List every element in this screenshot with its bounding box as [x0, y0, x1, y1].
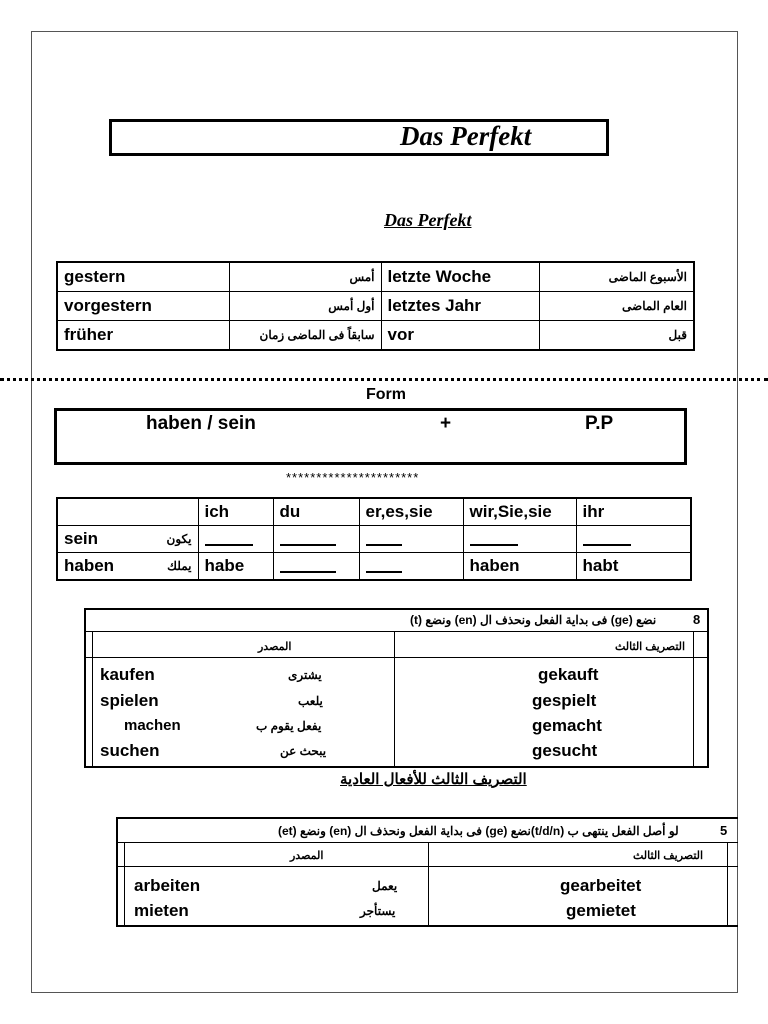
participle: gearbeitet: [560, 876, 642, 895]
verb: arbeiten: [134, 876, 201, 895]
table-row: [57, 292, 694, 321]
verb: mieten: [134, 901, 189, 920]
table-row: [57, 553, 691, 581]
vocab-de: früher: [57, 321, 229, 351]
section-8-mid-rule: [394, 631, 395, 768]
title-box: [109, 119, 609, 156]
vocab-ar: سابقاً فى الماضى زمان: [229, 321, 381, 351]
vocab-de: gestern: [57, 262, 229, 292]
blank-cell: [273, 526, 359, 553]
section-8-head-rule: [84, 631, 709, 632]
section-8-col-rule: [84, 657, 709, 658]
vocab-de: letztes Jahr: [381, 292, 539, 321]
section-5-right-rule: [727, 842, 728, 927]
blank-cell: [359, 526, 463, 553]
header-cell: wir,Sie,sie: [463, 498, 576, 526]
section-8-left-rule: [92, 631, 93, 768]
blank-line: [366, 571, 402, 573]
vocab-ar: قبل: [539, 321, 694, 351]
col-inf-header: المصدر: [290, 850, 324, 862]
verb-meaning: يلعب: [298, 694, 323, 708]
blank-cell: [359, 553, 463, 581]
table-row: [57, 321, 694, 351]
blank-line: [205, 544, 253, 546]
header-cell: ich: [198, 498, 273, 526]
vocab-ar: الأسبوع الماضى: [539, 262, 694, 292]
verb-meaning: يبحث عن: [280, 744, 327, 758]
verb: kaufen: [100, 665, 155, 684]
blank-line: [280, 571, 336, 573]
header-cell: [57, 498, 198, 526]
form-label: Form: [366, 386, 406, 403]
verb-meaning: يملك: [167, 559, 192, 573]
participle: gemietet: [566, 901, 636, 920]
section-5-col-rule: [116, 866, 738, 867]
section-8-right-rule: [693, 631, 694, 768]
participle: gemacht: [532, 716, 602, 735]
header-cell: er,es,sie: [359, 498, 463, 526]
vocab-table: [56, 261, 695, 351]
verb-meaning: يفعل يقوم ب: [256, 719, 322, 733]
section-5-number: 5: [720, 823, 728, 838]
verb-meaning: يكون: [166, 532, 192, 546]
dotted-divider: [0, 378, 768, 381]
vocab-de: vor: [381, 321, 539, 351]
page-subtitle: Das Perfekt: [384, 210, 472, 230]
col-pp-header: التصريف الثالث: [615, 641, 686, 653]
verb: spielen: [100, 691, 159, 710]
form-aux: haben / sein: [146, 413, 256, 434]
blank-line: [366, 544, 402, 546]
participle: gespielt: [532, 691, 597, 710]
form-cell: haben: [463, 553, 576, 581]
table-row: [57, 498, 691, 526]
form-pp: P.P: [585, 413, 614, 434]
verb-cell: [57, 526, 198, 553]
verb-meaning: يشترى: [288, 668, 322, 682]
stars-divider: **********************: [286, 470, 420, 485]
header-cell: ihr: [576, 498, 691, 526]
section-5-left-rule: [124, 842, 125, 927]
blank-cell: [198, 526, 273, 553]
verb: machen: [124, 717, 181, 734]
verb: suchen: [100, 741, 160, 760]
participle: gesucht: [532, 741, 598, 760]
verb-meaning: يعمل: [372, 879, 398, 893]
verb-cell: [57, 553, 198, 581]
table-row: [57, 262, 694, 292]
conjugation-table: [56, 497, 692, 581]
section-8-box: [84, 608, 709, 768]
verb-meaning: يستأجر: [360, 904, 396, 918]
section-5-mid-rule: [428, 842, 429, 927]
section-8-instruction: نضع (ge) فى بداية الفعل ونحذف ال (en) ونضع (t): [410, 613, 657, 627]
verb: haben: [64, 556, 115, 575]
section-8-number: 8: [693, 612, 701, 627]
section-8-caption: التصريف الثالث للأفعال العادية: [340, 771, 527, 788]
blank-cell: [463, 526, 576, 553]
page-title: Das Perfekt: [400, 121, 532, 151]
vocab-ar: أمس: [229, 262, 381, 292]
section-5-instruction: لو أصل الفعل ينتهى ب (t/d/n)نضع (ge) فى بداية الفعل ونحذف ال (en) ونضع (et): [278, 824, 679, 838]
blank-line: [583, 544, 631, 546]
blank-line: [280, 544, 336, 546]
col-inf-header: المصدر: [258, 641, 292, 653]
participle: gekauft: [538, 665, 599, 684]
form-cell: habe: [198, 553, 273, 581]
form-cell: habt: [576, 553, 691, 581]
vocab-ar: العام الماضى: [539, 292, 694, 321]
blank-cell: [273, 553, 359, 581]
vocab-ar: أول أمس: [229, 292, 381, 321]
col-pp-header: التصريف الثالث: [633, 850, 704, 862]
vocab-de: letzte Woche: [381, 262, 539, 292]
table-row: [57, 526, 691, 553]
blank-cell: [576, 526, 691, 553]
section-5-head-rule: [116, 842, 738, 843]
form-plus: +: [440, 413, 452, 434]
verb: sein: [64, 529, 99, 548]
blank-line: [470, 544, 518, 546]
vocab-de: vorgestern: [57, 292, 229, 321]
header-cell: du: [273, 498, 359, 526]
